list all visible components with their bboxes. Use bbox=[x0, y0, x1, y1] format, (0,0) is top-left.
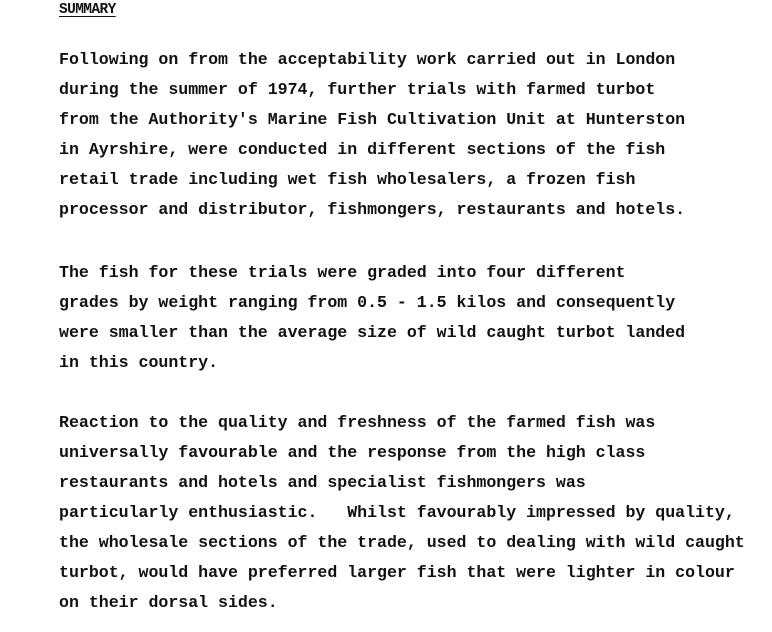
text-line: in Ayrshire, were conducted in different sections of the fish bbox=[59, 140, 666, 159]
section-heading: SUMMARY bbox=[59, 2, 116, 18]
paragraph-2 bbox=[59, 258, 685, 378]
paragraph-1 bbox=[59, 45, 685, 225]
text-line: particularly enthusiastic. Whilst favourably impressed by quality, bbox=[59, 503, 735, 522]
text-line: retail trade including wet fish wholesalers, a frozen fish bbox=[59, 170, 636, 189]
text-line: Reaction to the quality and freshness of the farmed fish was bbox=[59, 413, 656, 432]
text-line: processor and distributor, fishmongers, restaurants and hotels. bbox=[59, 200, 686, 219]
text-line: turbot, would have preferred larger fish that were lighter in colour bbox=[59, 563, 735, 582]
text-line: during the summer of 1974, further trials with farmed turbot bbox=[59, 80, 656, 99]
text-line: restaurants and hotels and specialist fishmongers was bbox=[59, 473, 586, 492]
paragraph-3 bbox=[59, 408, 745, 618]
text-line: in this country. bbox=[59, 353, 219, 372]
text-line: The fish for these trials were graded into four different bbox=[59, 263, 626, 282]
text-line: were smaller than the average size of wild caught turbot landed bbox=[59, 323, 686, 342]
text-line: Following on from the acceptability work carried out in London bbox=[59, 50, 676, 69]
text-line: on their dorsal sides. bbox=[59, 593, 278, 612]
text-line: from the Authority's Marine Fish Cultivation Unit at Hunterston bbox=[59, 110, 686, 129]
text-line: grades by weight ranging from 0.5 - 1.5 kilos and consequently bbox=[59, 293, 676, 312]
text-line: universally favourable and the response from the high class bbox=[59, 443, 646, 462]
text-line: the wholesale sections of the trade, used to dealing with wild caught bbox=[59, 533, 745, 552]
